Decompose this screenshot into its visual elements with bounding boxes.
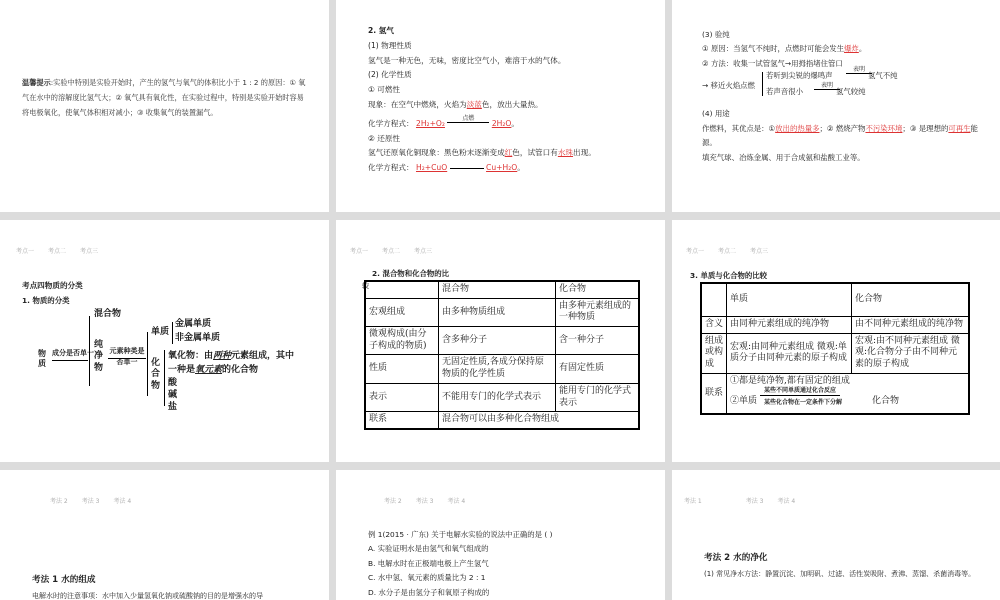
- reason-line: ① 原因：当氢气不纯时，点燃时可能会发生爆炸。: [702, 44, 867, 54]
- nav-tabs: [686, 247, 782, 256]
- section-title: 2. 氢气: [368, 26, 394, 35]
- table-cell: 含多种分子: [439, 327, 556, 355]
- nav-tabs: [684, 497, 809, 506]
- section-text: 电解水时的注意事项：水中加入少量氢氧化钠或硫酸钠的目的是增强水的导: [32, 592, 263, 600]
- nav-tab-3[interactable]: 考法 4: [113, 498, 132, 505]
- tree-brace-3: [172, 322, 173, 344]
- header-cell: 单质: [727, 283, 852, 317]
- row-label: 联系: [365, 412, 439, 429]
- slide-hydrogen[interactable]: [336, 0, 665, 212]
- oxide-mid: 元素组成，其中一种是: [168, 351, 295, 376]
- red-post: 出现。: [573, 148, 596, 158]
- eq2-right: Cu+H₂O: [486, 163, 518, 173]
- section-text: (1) 常见净水方法：静置沉淀、加明矾、过滤、活性炭吸附、煮沸、蒸馏、杀菌消毒等。: [704, 570, 976, 578]
- tree-mix: 混合物: [94, 309, 122, 319]
- table-cell: 由不同种元素组成的纯净物: [852, 317, 970, 334]
- comb-line: [368, 98, 653, 113]
- slide-element-compound[interactable]: [672, 220, 1000, 462]
- reason-red: 爆炸: [844, 44, 859, 54]
- eq1-label: 化学方程式：: [368, 118, 414, 128]
- test-head: (3) 验纯: [702, 30, 730, 39]
- slide-water-tip[interactable]: [0, 0, 329, 212]
- row-label: 含义: [701, 317, 727, 334]
- oxide-oxygen: 氧元素: [195, 365, 223, 376]
- test-content: [702, 28, 990, 165]
- tree-pure: 纯净物: [94, 340, 104, 373]
- nav-tab-3[interactable]: 考法 4: [447, 498, 466, 505]
- nav-tab-1[interactable]: 考法 2: [384, 498, 402, 505]
- tree-nonmetal: 非金属单质: [175, 333, 221, 343]
- use-r1: 放出的热量多: [775, 123, 820, 133]
- section-title: 考点四物质的分类: [22, 281, 83, 290]
- nav-tab-3[interactable]: 考法 4: [777, 498, 796, 505]
- tree-edge-elem: 元素种类是否单一: [109, 346, 145, 366]
- tree-brace-2: [147, 332, 148, 396]
- tree-arrow-pure: [52, 360, 88, 361]
- table-cell: 由多种物质组成: [439, 298, 556, 326]
- tip-paragraph: [22, 76, 308, 120]
- nav-tabs: [350, 247, 446, 256]
- comparison-table: [700, 282, 970, 415]
- tree-brace-4: [164, 350, 165, 406]
- table-cell: 宏观:由同种元素组成 微观:单质分子由同种元素的原子构成: [727, 333, 852, 373]
- use-line: [702, 122, 990, 151]
- nav-tab-3[interactable]: 考点三: [750, 248, 769, 255]
- slide-water-composition[interactable]: [0, 470, 329, 600]
- branch2: 若声音很小: [766, 87, 803, 97]
- test-lead: → 移近火焰点燃: [702, 81, 755, 91]
- tree-root: 物质: [38, 348, 46, 369]
- question-block: [368, 528, 553, 600]
- eq2-bar: [450, 168, 484, 169]
- reason-pre: ① 原因：当氢气不纯时，点燃时可能会发生: [702, 44, 845, 54]
- comb-color: 淡蓝: [466, 99, 482, 109]
- nav-tab-1[interactable]: 考点一: [686, 248, 705, 255]
- table-cell: 无固定性质,各成分保持原物质的化学性质: [439, 355, 556, 383]
- header-cell: 混合物: [439, 281, 556, 298]
- arrow2: 表明: [814, 83, 840, 90]
- table-row: [365, 383, 639, 411]
- link2-pre: ②单质: [730, 396, 758, 407]
- slide-classification[interactable]: [0, 220, 329, 462]
- brace: [762, 72, 763, 96]
- tip-text: :实验中特别是实验开始时，产生的氢气与氧气的体积比小于 1 : 2 的原因：① 氧气在水中的溶解度比氢气大；② 氧气具有氧化性，在实验过程中，特别是实验开始时容易将电极氧化，使氧气体积相对减小；③ 收集氧气的装置漏气。: [22, 78, 306, 117]
- row-label: 微观构成(由分子构成的物质): [365, 327, 439, 355]
- table-cell: 宏观:由不同种元素组成 微观:化合物分子由不同种元素的原子构成: [852, 333, 970, 373]
- nav-tabs: [50, 497, 145, 506]
- table-row: [701, 373, 969, 414]
- test-branch: [702, 66, 990, 101]
- comb-head: ① 可燃性: [368, 85, 401, 95]
- table-row: [365, 298, 639, 326]
- oxide-end: 的化合物: [222, 365, 259, 376]
- hydrogen-content: [368, 24, 653, 176]
- oxide-pre: 氧化物：由: [168, 351, 214, 361]
- arrow1: 表明: [846, 67, 872, 74]
- nav-tab-2[interactable]: 考点二: [718, 248, 737, 255]
- nav-tabs: [16, 247, 112, 256]
- row-label: 宏观组成: [365, 298, 439, 326]
- chem-head: (2) 化学性质: [368, 70, 412, 80]
- eq2-left: H₂+CuO: [415, 163, 448, 173]
- eq1-left: 2H₂+O₂: [415, 118, 445, 128]
- use2: 填充气球、冶炼金属、用于合成氨和盐酸工业等。: [702, 152, 865, 162]
- nav-tab-3[interactable]: 考点三: [414, 248, 433, 255]
- header-cell: [701, 283, 727, 317]
- use-pre: 作燃料，其优点是：①: [702, 123, 776, 133]
- nav-tabs: [384, 497, 479, 506]
- branch1: 若听到尖锐的爆鸣声: [766, 71, 833, 81]
- table-cell: 混合物可以由多种化合物组成: [439, 412, 640, 429]
- tree-edge-pure: 成分是否单一: [52, 348, 94, 357]
- nav-tab-2[interactable]: 考法 3: [415, 498, 434, 505]
- section-sub: 1. 物质的分类: [22, 296, 70, 305]
- slide-water-purification[interactable]: [672, 470, 1000, 600]
- table-header-row: [365, 281, 639, 298]
- nav-tab-2[interactable]: 考法 3: [745, 498, 764, 505]
- section-title: 3. 单质与化合物的比较: [690, 271, 768, 280]
- table-row: [365, 327, 639, 355]
- link2-bot: 某些化合物在一定条件下分解: [764, 399, 843, 407]
- eq1-line: 化学方程式： 2H₂+O₂ 点燃 2H₂O。: [368, 114, 519, 128]
- tree-metal: 金属单质: [175, 319, 212, 329]
- tip-label: 温馨提示: [22, 78, 51, 87]
- tree-oxide: [168, 349, 298, 378]
- section-title: 2. 混合物和化合物的比: [372, 269, 450, 278]
- red-water: 水珠: [557, 148, 574, 158]
- nav-tab-1[interactable]: 考法 1: [684, 498, 702, 505]
- eq2-line: 化学方程式： H₂+CuO Cu+H₂O。: [368, 163, 525, 173]
- result2: 氢气较纯: [836, 87, 866, 97]
- option-c[interactable]: C. 水中氢、氧元素的质量比为 2 : 1: [368, 573, 486, 583]
- link-2: [730, 387, 965, 411]
- eq2-label: 化学方程式：: [368, 163, 414, 173]
- method-line: ② 方法：收集一试管氢气→用拇指堵住管口: [702, 58, 843, 68]
- row-label: 表示: [365, 383, 439, 411]
- phys-head: (1) 物理性质: [368, 40, 412, 50]
- row-label: 联系: [701, 373, 727, 414]
- result1: 氢气不纯: [868, 71, 898, 81]
- slide-mixture-compound[interactable]: [336, 220, 665, 462]
- nav-tab-1[interactable]: 考法 2: [50, 498, 68, 505]
- phys-text: 氢气是一种无色，无味，密度比空气小，难溶于水的气体。: [368, 55, 566, 65]
- use-mid1: ；② 燃烧产物: [819, 123, 866, 133]
- nav-tab-1[interactable]: 考点一: [16, 248, 35, 255]
- section-title: 考法 2 水的净化: [704, 553, 768, 563]
- row-label: 性质: [365, 355, 439, 383]
- red-head: ② 还原性: [368, 133, 401, 143]
- table-cell: 由多种元素组成的一种物质: [556, 298, 640, 326]
- comparison-table: [364, 280, 640, 430]
- nav-tab-1[interactable]: 考点一: [350, 248, 369, 255]
- row-label: 组成或构成: [701, 333, 727, 373]
- slide-hydrogen-test[interactable]: [672, 0, 1000, 212]
- tree-element: 单质: [151, 327, 170, 337]
- nav-tab-2[interactable]: 考点二: [382, 248, 401, 255]
- slide-example-1[interactable]: [336, 470, 665, 600]
- tree-brace-1: [89, 316, 90, 386]
- use-post: 能源。: [702, 123, 978, 148]
- tree-acid: 酸: [168, 378, 178, 388]
- header-cell: 化合物: [556, 281, 640, 298]
- use-head: (4) 用途: [702, 109, 730, 119]
- use-r2: 不污染环境: [865, 123, 903, 133]
- option-b[interactable]: B. 电解水时在正极端电极上产生氢气: [368, 558, 489, 568]
- title-overflow: 较: [362, 282, 369, 290]
- eq1-right: 2H₂O: [491, 118, 512, 128]
- tree-salt: 盐: [168, 402, 178, 412]
- link-1: ①都是纯净物,都有固定的组成: [730, 375, 850, 386]
- oxide-two: 两种: [213, 351, 232, 361]
- table-cell: 有固定性质: [556, 355, 640, 383]
- tree-compound: 化合物: [151, 358, 161, 391]
- comb-pre: 现象：在空气中燃烧，火焰为: [368, 99, 467, 109]
- section-title: 考法 1 水的组成: [32, 575, 96, 585]
- eq1-condition: 点燃: [447, 116, 489, 123]
- table-cell: 能用专门的化学式表示: [556, 383, 640, 411]
- link2-post: 化合物: [872, 396, 900, 407]
- header-cell: [365, 281, 439, 298]
- table-row: [365, 412, 639, 429]
- table-cell: [727, 373, 970, 414]
- option-d[interactable]: D. 水分子是由氢分子和氧原子构成的: [368, 587, 490, 597]
- table-row: [365, 355, 639, 383]
- table-cell: 含一种分子: [556, 327, 640, 355]
- question-text: 例 1(2015 · 广东) 关于电解水实验的说法中正确的是 ( ): [368, 530, 553, 539]
- red-color: 红: [504, 148, 513, 158]
- table-header-row: [701, 283, 969, 317]
- table-cell: 由同种元素组成的纯净物: [727, 317, 852, 334]
- comb-post: 色，放出大量热。: [481, 99, 543, 109]
- red-pre: 氢气还原氧化铜现象：黑色粉末逐渐变成: [368, 148, 505, 158]
- table-row: [701, 317, 969, 334]
- nav-tab-2[interactable]: 考点二: [48, 248, 67, 255]
- tree-base: 碱: [168, 390, 178, 400]
- use-r3: 可再生: [948, 123, 971, 133]
- nav-tab-2[interactable]: 考法 3: [81, 498, 100, 505]
- link2-top: 某些不同单质通过化合反应: [760, 387, 840, 395]
- option-a[interactable]: A. 实验证明水是由氢气和氧气组成的: [368, 544, 489, 554]
- nav-tab-3[interactable]: 考点三: [80, 248, 99, 255]
- red-line: [368, 146, 653, 161]
- red-mid: 色，试管口有: [512, 148, 558, 158]
- table-row: [701, 333, 969, 373]
- header-cell: 化合物: [852, 283, 970, 317]
- table-cell: 不能用专门的化学式表示: [439, 383, 556, 411]
- use-mid2: ；③ 是理想的: [902, 123, 949, 133]
- tree-arrow-elem: [108, 358, 146, 359]
